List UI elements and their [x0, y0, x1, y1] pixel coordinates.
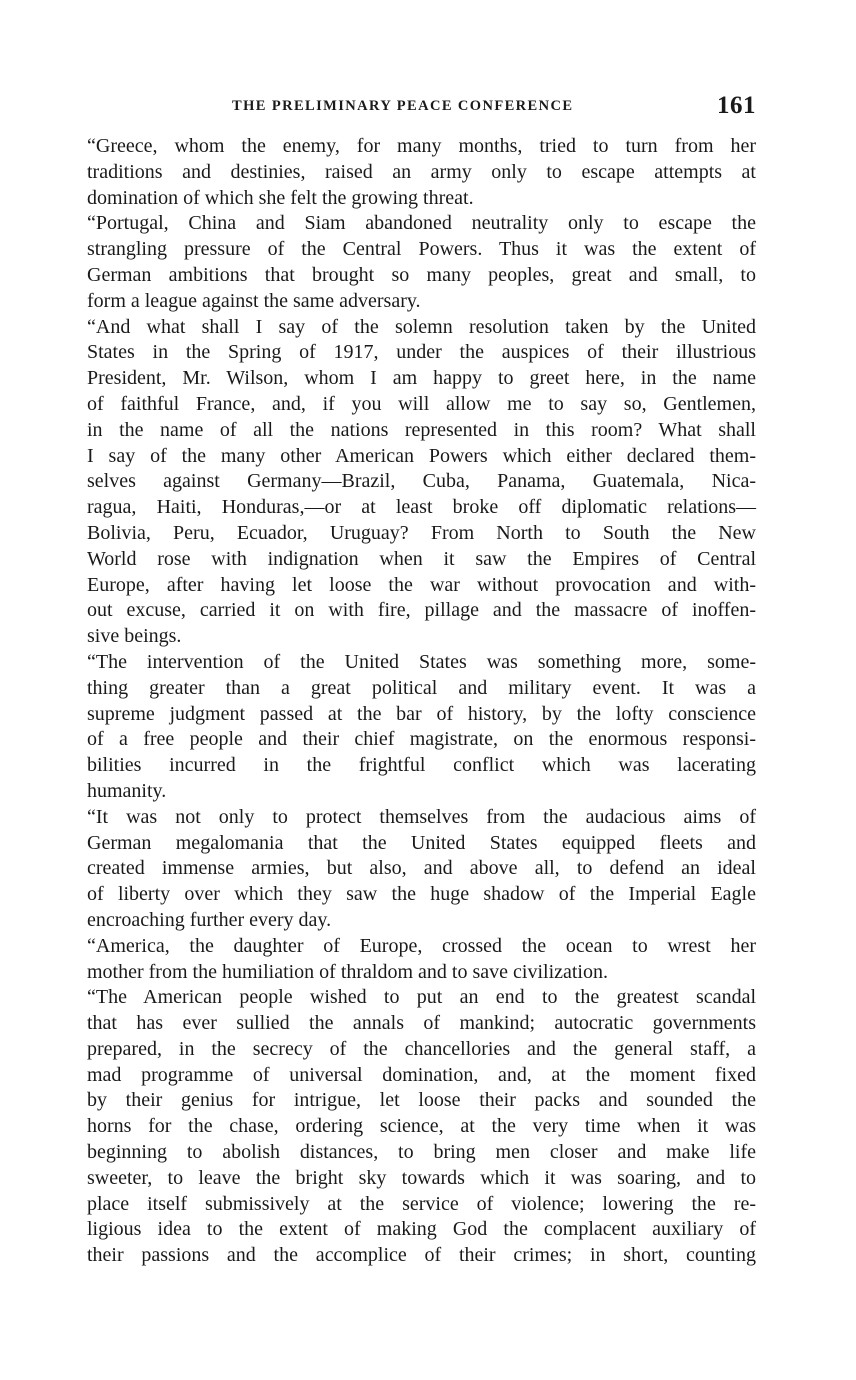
text-line: “Portugal, China and Siam abandoned neutrality only to escape the	[87, 212, 756, 235]
text-line: ligious idea to the extent of making God the complacent auxiliary of	[87, 1218, 756, 1241]
text-line: World rose with indignation when it saw the Empires of Central	[87, 547, 756, 570]
text-line: States in the Spring of 1917, under the auspices of their illustrious	[87, 341, 756, 364]
book-page	[87, 92, 756, 1269]
text-line: mother from the humiliation of thraldom and to save civilization.	[87, 960, 608, 983]
text-line: “It was not only to protect themselves from the audacious aims of	[87, 805, 756, 828]
text-line: form a league against the same adversary.	[87, 289, 421, 312]
body-text	[87, 134, 756, 1269]
text-line: “The intervention of the United States was something more, some-	[87, 650, 756, 673]
text-line: traditions and destinies, raised an army only to escape attempts at	[87, 160, 756, 183]
page-number: 161	[717, 92, 756, 119]
text-line: “Greece, whom the enemy, for many months, tried to turn from her	[87, 135, 756, 157]
text-line: mad programme of universal domination, and, at the moment fixed	[87, 1063, 756, 1086]
text-line: domination of which she felt the growing threat.	[87, 186, 474, 209]
paragraph	[87, 315, 756, 650]
text-line: that has ever sullied the annals of mankind; autocratic governments	[87, 1012, 756, 1035]
text-line: encroaching further every day.	[87, 908, 332, 931]
paragraph	[87, 985, 756, 1269]
paragraph	[87, 934, 756, 986]
text-line: sweeter, to leave the bright sky towards which it was soaring, and to	[87, 1166, 756, 1189]
paragraph	[87, 805, 756, 934]
paragraph	[87, 211, 756, 314]
text-line: by their genius for intrigue, let loose their packs and sounded the	[87, 1089, 756, 1112]
page-header	[87, 92, 756, 126]
text-line: “And what shall I say of the solemn resolution taken by the United	[87, 315, 756, 338]
text-line: beginning to abolish distances, to bring men closer and make life	[87, 1141, 756, 1164]
text-line: ragua, Haiti, Honduras,—or at least broke off diplomatic relations—	[87, 496, 756, 519]
text-line: “America, the daughter of Europe, crossed the ocean to wrest her	[87, 934, 756, 957]
text-line: of liberty over which they saw the huge shadow of the Imperial Eagle	[87, 883, 756, 906]
text-line: strangling pressure of the Central Powers. Thus it was the extent of	[87, 238, 756, 261]
text-line: place itself submissively at the service of violence; lowering the re-	[87, 1192, 756, 1215]
text-line: out excuse, carried it on with fire, pillage and the massacre of inoffen-	[87, 599, 756, 622]
text-line: President, Mr. Wilson, whom I am happy to greet here, in the name	[87, 367, 756, 390]
text-line: in the name of all the nations represented in this room? What shall	[87, 418, 756, 441]
text-line: of a free people and their chief magistrate, on the enormous responsi-	[87, 728, 756, 751]
text-line: of faithful France, and, if you will allow me to say so, Gentlemen,	[87, 392, 756, 415]
text-line: sive beings.	[87, 625, 182, 648]
text-line: bilities incurred in the frightful conflict which was lacerating	[87, 754, 756, 777]
text-line: created immense armies, but also, and above all, to defend an ideal	[87, 857, 756, 880]
text-line: their passions and the accomplice of their crimes; in short, counting	[87, 1244, 756, 1267]
text-line: German ambitions that brought so many peoples, great and small, to	[87, 263, 756, 286]
text-line: German megalomania that the United States equipped fleets and	[87, 831, 756, 854]
paragraph	[87, 650, 756, 805]
text-line: Bolivia, Peru, Ecuador, Uruguay? From North to South the New	[87, 521, 756, 544]
text-line: I say of the many other American Powers which either declared them-	[87, 444, 756, 467]
text-line: supreme judgment passed at the bar of history, by the lofty conscience	[87, 702, 756, 725]
running-title: THE PRELIMINARY PEACE CONFERENCE	[232, 98, 574, 114]
text-line: humanity.	[87, 779, 167, 802]
text-line: prepared, in the secrecy of the chancellories and the general staff, a	[87, 1037, 756, 1060]
paragraph	[87, 134, 756, 211]
text-line: Europe, after having let loose the war without provocation and with-	[87, 573, 756, 596]
text-line: thing greater than a great political and military event. It was a	[87, 676, 756, 699]
text-line: selves against Germany—Brazil, Cuba, Panama, Guatemala, Nica-	[87, 470, 756, 493]
text-line: horns for the chase, ordering science, at the very time when it was	[87, 1115, 756, 1138]
text-line: “The American people wished to put an end to the greatest scandal	[87, 986, 756, 1009]
